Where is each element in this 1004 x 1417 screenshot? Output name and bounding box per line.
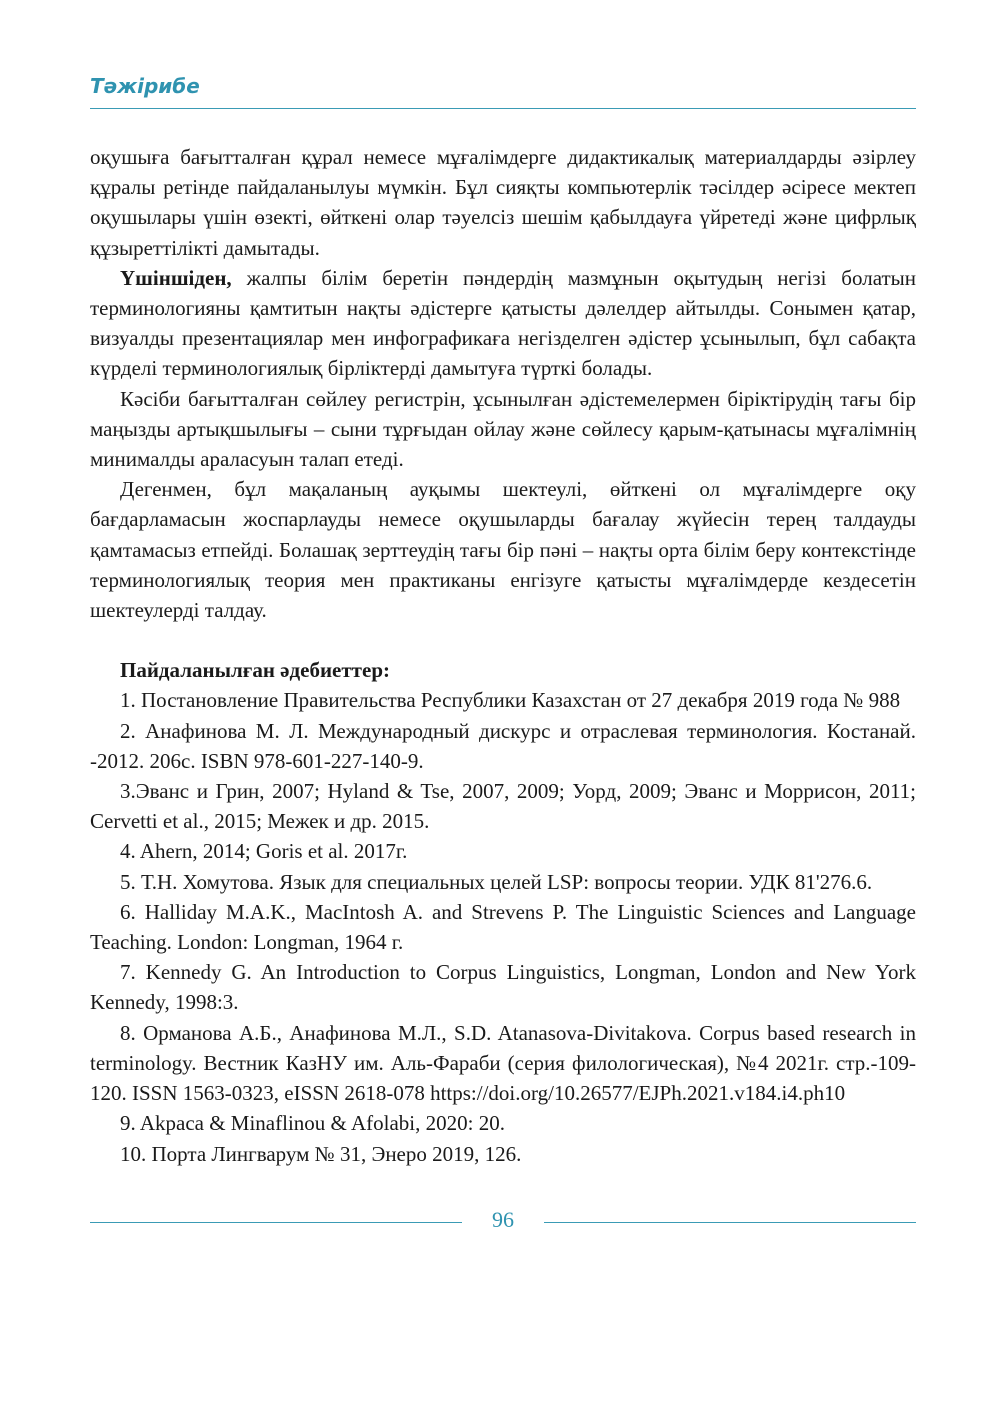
paragraph-4	[90, 474, 916, 625]
reference-item: 10. Порта Лингварум № 31, Энеро 2019, 126.	[120, 1141, 522, 1166]
paragraph-3	[90, 384, 916, 475]
paragraph-text: Кәсіби бағытталған сөйлеу регистрін, ұсынылған әдістемелермен біріктірудің тағы бір маңызды артықшылығы – сыни тұрғыдан ойлау және сөйлесу қарым-қатынасы мұғалімнің минималды араласуын талап етеді.	[90, 386, 916, 472]
references-title: Пайдаланылған әдебиеттер:	[120, 658, 390, 683]
reference-item: 8. Орманова А.Б., Анафинова М.Л., S.D. Atanasova-Divitakova. Corpus based research in terminology. Вестник КазНУ им. Аль-Фараби (серия филологическая), №4 2021г. стр.-109-120. ISSN 1563-0323, eISSN 2618-078 https://doi.org/10.26577/EJPh.2021.v184.i4.ph10	[90, 1020, 916, 1106]
reference-item: 7. Kennedy G. An Introduction to Corpus Linguistics, Longman, London and New York Kennedy, 1998:3.	[90, 960, 916, 1015]
reference-item: 9. Akpaca & Minaflinou & Afolabi, 2020: 20.	[120, 1111, 505, 1136]
reference-item: 3.Эванс и Грин, 2007; Hyland & Tse, 2007, 2009; Уорд, 2009; Эванс и Моррисон, 2011; Cervetti et al., 2015; Межек и др. 2015.	[90, 779, 916, 834]
page-number: 96	[492, 1207, 514, 1232]
paragraph-text: оқушыға бағытталған құрал немесе мұғалімдерге дидактикалық материалдарды әзірлеу құралы ретінде пайдаланылуы мүмкін. Бұл сияқты компьютерлік тәсілдер әсіресе мектеп оқушылары үшін өзекті, өйткені олар тәуелсіз шешім қабылдауға үйретеді және цифрлық құзыреттілікті дамытады.	[90, 145, 916, 260]
page-header	[90, 70, 916, 109]
reference-item: 6. Halliday M.A.K., MacIntosh A. and Strevens P. The Linguistic Sciences and Language Teaching. London: Longman, 1964 г.	[90, 899, 916, 955]
paragraph-lead: Үшіншіден,	[120, 265, 232, 290]
section-title: Тәжірибе	[90, 74, 200, 98]
reference-item: 1. Постановление Правительства Республики Казахстан от 27 декабря 2019 года № 988	[120, 688, 901, 713]
reference-item: 2. Анафинова М. Л. Международный дискурс и отраслевая терминология. Костанай. -2012. 206с. ISBN 978-601-227-140-9.	[90, 718, 916, 773]
paragraph-1	[90, 142, 916, 263]
paragraph-text: Дегенмен, бұл мақаланың ауқымы шектеулі, өйткені ол мұғалімдерге оқу бағдарламасын жоспарлауды немесе оқушыларды бағалау жүйесін терең талдауды қамтамасыз етпейді. Болашақ зерттеудің тағы бір пәні – нақты орта білім беру контекстінде терминологиялық теория мен практиканы енгізуге қатысты мұғалімдерде кездесетін шектеулерді талдау.	[90, 477, 916, 623]
page-content	[90, 142, 916, 1169]
page-footer	[90, 1203, 916, 1243]
paragraph-text: жалпы білім беретін пәндердің мазмұнын оқытудың негізі болатын терминологияны қамтитын нақты әдістерге қатысты дәлелдер айтылды. Сонымен қатар, визуалды презентациялар мен инфографикаға негізделген әдістер ұсынылып, бұл сабақта күрделі терминологиялық бірліктерді дамытуға түрткі болады.	[90, 265, 916, 381]
footer-rule-right	[544, 1222, 916, 1223]
reference-item: 5. Т.Н. Хомутова. Язык для специальных целей LSP: вопросы теории. УДК 81'276.6.	[120, 869, 873, 894]
footer-rule-left	[90, 1222, 462, 1223]
reference-item: 4. Ahern, 2014; Goris et al. 2017г.	[120, 839, 408, 864]
paragraph-2	[90, 263, 916, 384]
references-list	[90, 685, 916, 1168]
